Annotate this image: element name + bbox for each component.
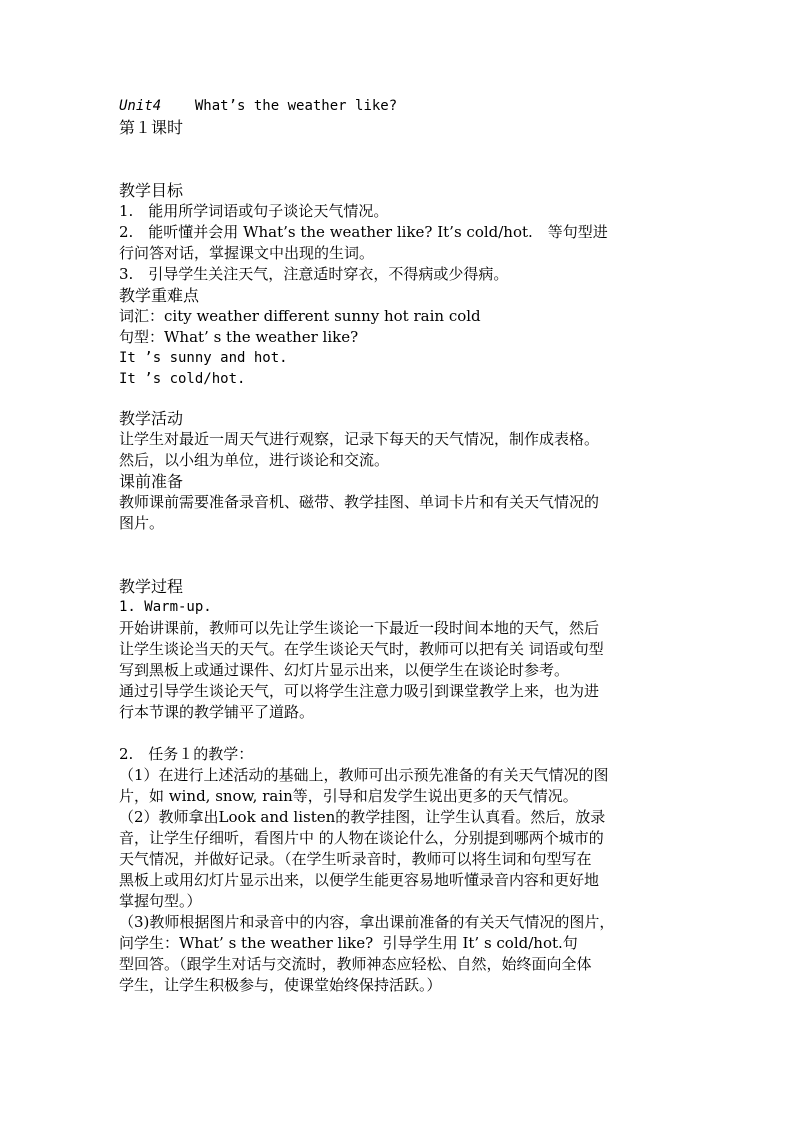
sentence-answer-line: It ’s cold/hot. bbox=[119, 371, 246, 387]
activities-heading: 教学活动 bbox=[119, 409, 184, 428]
warm-up-line: 写到黑板上或通过课件、幻灯片显示出来，以便学生在谈论时参考。 bbox=[119, 661, 570, 679]
task1-line: 片，如 wind, snow, rain等，引导和启发学生说出更多的天气情况。 bbox=[119, 787, 578, 805]
key-points-heading: 教学重难点 bbox=[119, 286, 200, 305]
vocabulary-line: 词汇：city weather different sunny hot rain cold bbox=[119, 307, 481, 325]
task1-line: 音，让学生仔细听，看图片中 的人物在谈论什么，分别提到哪两个城市的 bbox=[119, 829, 604, 847]
task1-line: 问学生：What’ s the weather like? 引导学生用 It’ s cold/hot.句 bbox=[119, 934, 578, 952]
sentence-answer-line: It ’s sunny and hot. bbox=[119, 350, 288, 366]
unit-title-line bbox=[119, 96, 699, 117]
objectives-heading: 教学目标 bbox=[119, 181, 184, 200]
task1-title: 2. 任务１的教学： bbox=[119, 745, 254, 763]
warm-up-line: 开始讲课前，教师可以先让学生谈论一下最近一段时间本地的天气，然后 bbox=[119, 619, 600, 637]
preparation-line: 图片。 bbox=[119, 514, 165, 532]
task1-line: 黑板上或用幻灯片显示出来，以便学生能更容易地听懂录音内容和更好地 bbox=[119, 871, 600, 889]
task1-line: 型回答。（跟学生对话与交流时，教师神态应轻松、自然，始终面向全体 bbox=[119, 955, 592, 973]
activities-line: 然后，以小组为单位，进行谈论和交流。 bbox=[119, 451, 390, 469]
objective-line: 2. 能听懂并会用 What’s the weather like? It’s cold/hot. 等句型进 bbox=[119, 223, 608, 241]
objective-line: 1. 能用所学词语或句子谈论天气情况。 bbox=[119, 202, 389, 220]
document-page bbox=[119, 96, 699, 996]
task1-line: 天气情况，并做好记录。（在学生听录音时，教师可以将生词和句型写在 bbox=[119, 850, 592, 868]
task1-line: 掌握句型。） bbox=[119, 892, 202, 910]
process-heading: 教学过程 bbox=[119, 577, 184, 596]
task1-line: 学生，让学生积极参与，使课堂始终保持活跃。） bbox=[119, 976, 442, 994]
activities-line: 让学生对最近一周天气进行观察，记录下每天的天气情况，制作成表格。 bbox=[119, 430, 600, 448]
lesson-label: 第１课时 bbox=[119, 118, 184, 137]
preparation-heading: 课前准备 bbox=[119, 472, 184, 491]
unit-label: Unit4 bbox=[119, 98, 162, 114]
unit-topic: What’s the weather like? bbox=[194, 98, 398, 114]
task1-line: （3)教师根据图片和录音中的内容，拿出课前准备的有关天气情况的图片， bbox=[119, 913, 615, 931]
objective-line: 3. 引导学生关注天气，注意适时穿衣，不得病或少得病。 bbox=[119, 265, 509, 283]
objective-line: 行问答对话，掌握课文中出现的生词。 bbox=[119, 244, 375, 262]
task1-line: （2）教师拿出Look and listen的教学挂图，让学生认真看。然后，放录 bbox=[119, 808, 606, 826]
warm-up-line: 让学生谈论当天的天气。在学生谈论天气时，教师可以把有关 词语或句型 bbox=[119, 640, 604, 658]
warm-up-line: 行本节课的教学铺平了道路。 bbox=[119, 703, 315, 721]
warm-up-line: 通过引导学生谈论天气，可以将学生注意力吸引到课堂教学上来，也为进 bbox=[119, 682, 600, 700]
warm-up-title: 1. Warm-up. bbox=[119, 599, 212, 615]
sentence-pattern-line: 句型：What’ s the weather like? bbox=[119, 328, 359, 346]
task1-line: （1）在进行上述活动的基础上，教师可出示预先准备的有关天气情况的图 bbox=[119, 766, 609, 784]
preparation-line: 教师课前需要准备录音机、磁带、教学挂图、单词卡片和有关天气情况的 bbox=[119, 493, 600, 511]
